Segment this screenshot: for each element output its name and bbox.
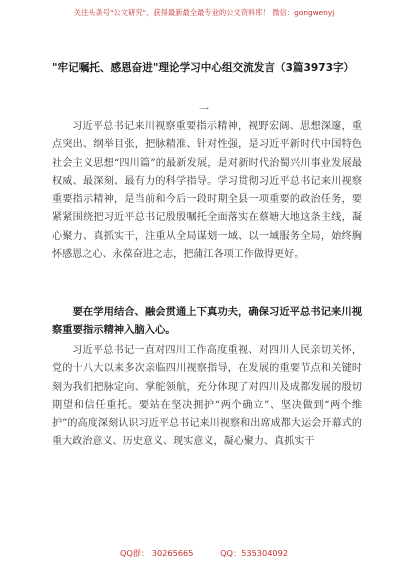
header-banner: 关注头条号"公文研究"，获得最新最全最专业的公文资料库！ 微信：gongwenyj — [73, 8, 335, 17]
footer-contact — [0, 548, 408, 559]
footer-qq: QQ：535304092 — [220, 548, 289, 558]
paragraph-2: 习近平总书记一直对四川工作高度重视、对四川人民亲切关怀，党的十八大以来多次亲临四川视察指导，在发展的重要节点和关键时刻为我们把脉定向、掌舵领航，充分体现了对四川及成都发展的殷切期望和信任重托。要站在坚决拥护“两个确立”、坚决做到“两个维护”的高度深刻认识习近平总书记来川视察和出席成都大运会开幕式的重大政治意义、历史意义、现实意义，凝心聚力、真抓实干 — [52, 345, 362, 448]
section-number: 一 — [199, 105, 209, 116]
document-title: "牢记嘱托、感恩奋进"理论学习中心组交流发言（3篇3973字） — [52, 62, 355, 74]
footer-qq-group: QQ群： 30265665 — [119, 548, 194, 558]
section-heading: 要在学用结合、融会贯通上下真功夫，确保习近平总书记来川视察重要指示精神入脑入心。 — [52, 306, 362, 337]
paragraph-1: 习近平总书记来川视察重要指示精神，视野宏阔、思想深邃，重点突出、纲举目张，把脉精准、针对性强，是习近平新时代中国特色社会主义思想“四川篇”的最新发展，是对新时代治蜀兴川事业发展最权威、最深刻、最有力的科学指导。学习贯彻习近平总书记来川视察重要指示精神，是当前和今后一段时期全县一项重要的政治任务，要紧紧围绕把习近平总书记殷殷嘱托全面落实在蔡塘大地这条主线，凝心聚力、真抓实干，注重从全局谋划一域、以一域服务全局，始终胸怀感恩之心、永葆奋进之志，把蒲江各项工作做得更好。 — [52, 121, 362, 261]
